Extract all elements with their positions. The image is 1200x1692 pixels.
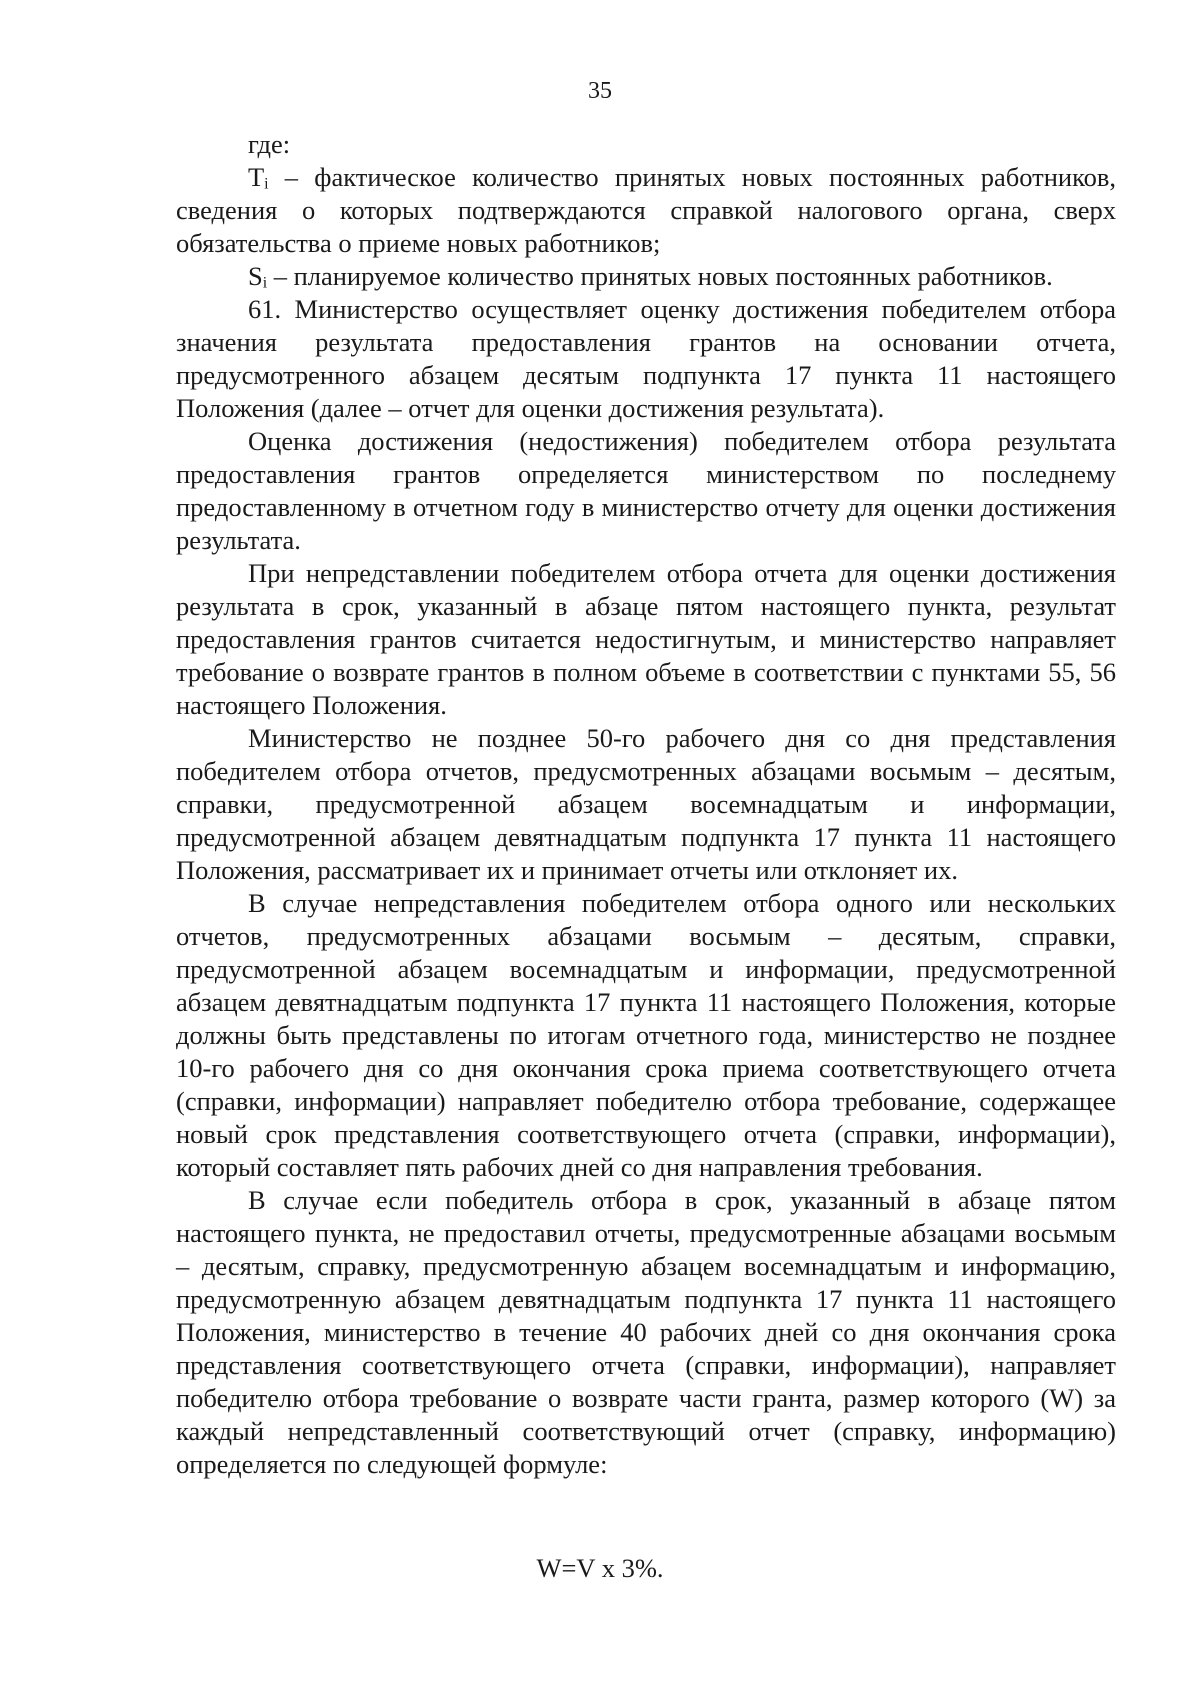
- paragraph-61: 61. Министерство осуществляет оценку достижения победителем отбора значения результата предоставления грантов на основании отчета, предусмотренного абзацем десятым подпункта 17 пункта 11 настоящего Положения (далее – отчет для оценки достижения результата).: [176, 294, 1116, 423]
- paragraph-non-submission: При непредставлении победителем отбора отчета для оценки достижения результата в срок, указанный в абзаце пятом настоящего пункта, результат предоставления грантов считается недостигнутым, и министерство направляет требование о возврате грантов в полном объеме в соответствии с пунктами 55, 56 настоящего Положения.: [176, 558, 1116, 720]
- formula: W=V x 3%.: [536, 1553, 664, 1583]
- paragraph-partial-return: В случае если победитель отбора в срок, указанный в абзаце пятом настоящего пункта, не предоставил отчеты, предусмотренные абзацами восьмым – десятым, справку, предусмотренную абзацем восемнадцатым и информацию, предусмотренную абзацем девятнадцатым подпункта 17 пункта 11 настоящего Положения, министерство в течение 40 рабочих дней со дня окончания срока представления соответствующего отчета (справки, информации), направляет победителю отбора требование о возврате части гранта, размер которого (W) за каждый непредставленный соответствующий отчет (справку, информацию) определяется по следующей формуле:: [176, 1185, 1116, 1479]
- document-body: [176, 128, 1116, 1481]
- paragraph-ti-definition: Tᵢ – фактическое количество принятых новых постоянных работников, сведения о которых подтверждаются справкой налогового органа, сверх обязательства о приеме новых работников;: [176, 162, 1116, 258]
- paragraph-assessment: Оценка достижения (недостижения) победителем отбора результата предоставления грантов определяется министерством по последнему предоставленному в отчетном году в министерство отчету для оценки достижения результата.: [176, 426, 1116, 555]
- paragraph-review-deadline: Министерство не позднее 50-го рабочего дня со дня представления победителем отбора отчетов, предусмотренных абзацами восьмым – десятым, справки, предусмотренной абзацем восемнадцатым и информации, предусмотренной абзацем девятнадцатым подпункта 17 пункта 11 настоящего Положения, рассматривает их и принимает отчеты или отклоняет их.: [176, 723, 1116, 885]
- page-number: 35: [588, 78, 612, 104]
- paragraph-si-definition: Sᵢ – планируемое количество принятых новых постоянных работников.: [248, 261, 1053, 291]
- paragraph-missing-reports: В случае непредставления победителем отбора одного или нескольких отчетов, предусмотренных абзацами восьмым – десятым, справки, предусмотренной абзацем восемнадцатым и информации, предусмотренной абзацем девятнадцатым подпункта 17 пункта 11 настоящего Положения, которые должны быть представлены по итогам отчетного года, министерство не позднее 10-го рабочего дня со дня окончания срока приема соответствующего отчета (справки, информации) направляет победителю отбора требование, содержащее новый срок представления соответствующего отчета (справки, информации), который составляет пять рабочих дней со дня направления требования.: [176, 888, 1116, 1182]
- paragraph-where: где:: [248, 129, 291, 159]
